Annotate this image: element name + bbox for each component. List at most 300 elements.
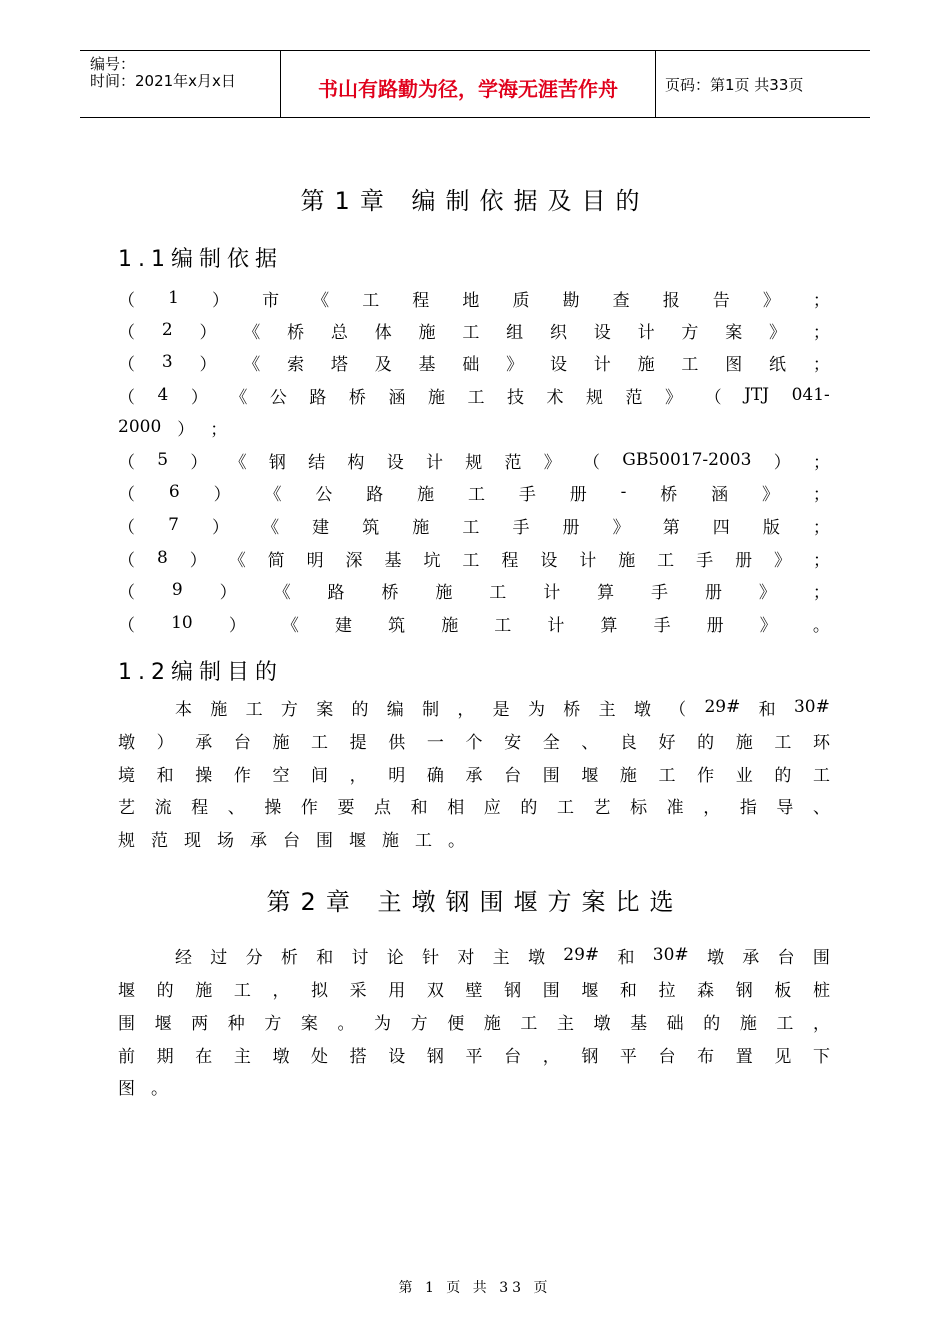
text-token: 《 [273,582,291,603]
text-token: 。 [151,1078,168,1099]
text-token: 处 [311,1046,329,1067]
text-token: 施 [427,387,445,408]
text-token: 桥 [563,699,581,720]
text-token: ； [812,354,830,375]
text-token: 《 [230,387,248,408]
text-token: 主 [233,1046,251,1067]
page-footer: 第 1 页 共 33 页 [398,1280,552,1296]
text-token: 操 [264,797,282,818]
text-token: 台 [658,1046,676,1067]
text-token: 四 [712,517,730,538]
text-token: 《 [228,550,246,571]
text-token: 4 [157,385,169,405]
text-token: 良 [619,732,637,753]
text-token: 便 [447,1013,465,1034]
text-token: 堰 [349,830,366,851]
text-token: 作 [697,765,715,786]
text-token: 设 [388,1046,406,1067]
text-token: 。 [812,615,830,636]
text-token: 布 [697,1046,715,1067]
text-token: ； [210,419,228,440]
text-token: 堰 [581,765,599,786]
text-token: 针 [422,947,440,968]
text-token: 拉 [658,980,676,1001]
paragraph-line [118,825,830,851]
text-token: 本 [175,699,192,720]
text-token: 路 [366,484,384,505]
text-token: 建 [312,517,330,538]
text-token: 公 [315,484,333,505]
paragraph-line [118,1041,830,1067]
text-token: 计 [593,354,611,375]
text-token: 册 [562,517,580,538]
text-token: 。 [337,1013,355,1034]
text-token: 台 [283,830,300,851]
text-token: 的 [520,797,538,818]
text-token: 范 [151,830,168,851]
text-token: 规 [465,452,483,473]
text-token: （ [669,699,687,720]
text-token: 设 [593,322,611,343]
text-token: 钢 [426,1046,444,1067]
text-token: 台 [777,947,795,968]
text-token: 《 [312,290,330,311]
text-token: 钢 [504,980,522,1001]
text-token: 图 [725,354,743,375]
text-token: 过 [210,947,228,968]
text-token: 和 [410,797,428,818]
text-token: （ [118,354,135,375]
text-token: 工 [681,354,699,375]
text-token: 承 [250,830,267,851]
text-token: 境 [118,765,135,786]
text-token: 29# [563,945,600,965]
text-token: 经 [175,947,192,968]
text-token: 勘 [562,290,580,311]
text-token: 置 [735,1046,753,1067]
text-token: （ [118,484,135,505]
text-token: 总 [330,322,348,343]
text-token: 的 [774,765,792,786]
text-token: 墩 [706,947,724,968]
reference-line [118,414,830,440]
text-token: 桩 [812,980,830,1001]
text-token: 查 [612,290,630,311]
text-token: 手 [651,582,669,603]
text-token: 工 [812,765,830,786]
text-token: 工 [462,517,480,538]
text-token: 准 [666,797,684,818]
text-token: 及 [374,354,392,375]
text-token: 明 [388,765,406,786]
text-token: 地 [462,290,480,311]
text-token: ） [190,387,208,408]
text-token: 工 [774,732,792,753]
paragraph-line [118,727,830,753]
text-token: 筑 [388,615,406,636]
text-token: ； [812,484,830,505]
text-token: 设 [540,550,558,571]
text-token: 桥 [381,582,399,603]
text-token: 》 [665,387,683,408]
text-token: （ [118,615,135,636]
text-token: （ [118,582,135,603]
text-token: 市 [262,290,280,311]
text-token: 方 [264,1013,282,1034]
text-token: 工 [233,980,251,1001]
text-token: 和 [156,765,174,786]
text-token: 础 [462,354,480,375]
text-token: 册 [569,484,587,505]
text-token: 8 [156,548,168,568]
text-token: 安 [504,732,522,753]
chapter1-title: 第1章 编制依据及目的 [300,187,650,215]
text-token: 涵 [388,387,406,408]
text-token: 施 [272,732,290,753]
text-token: 方 [681,322,699,343]
reference-line [118,447,830,473]
text-token: （ [118,387,135,408]
text-token: （ [704,387,722,408]
text-token: 方 [280,699,298,720]
text-token: 为 [374,1013,392,1034]
text-token: 围 [542,765,560,786]
text-token: 用 [388,980,406,1001]
text-token: 坑 [423,550,441,571]
text-token: 业 [735,765,753,786]
header-motto-cell [280,51,656,117]
text-token: 围 [118,1013,135,1034]
text-token: 规 [586,387,604,408]
text-token: 。 [448,830,465,851]
paragraph-line [118,1073,830,1099]
text-token: 9 [171,580,183,600]
text-token: ） [177,419,195,440]
text-token: 》 [761,484,779,505]
text-token: ， [457,699,475,720]
text-token: - [620,482,627,502]
text-token: 桥 [660,484,678,505]
text-token: 30# [652,945,689,965]
paragraph-line [118,1008,830,1034]
text-token: 导 [776,797,794,818]
text-token: 设 [386,452,404,473]
text-token: ； [812,517,830,538]
text-token: 《 [229,452,247,473]
text-token: 论 [386,947,404,968]
text-token: 纸 [769,354,787,375]
text-token: 桥 [348,387,366,408]
reference-line [118,479,830,505]
text-token: 基 [630,1013,648,1034]
header-page-cell [655,51,870,117]
text-token: 平 [619,1046,637,1067]
text-token: 结 [308,452,326,473]
text-token: 施 [483,1013,501,1034]
text-token: （ [118,290,135,311]
text-token: 》 [769,322,787,343]
text-token: 施 [637,354,655,375]
text-token: 手 [696,550,714,571]
text-token: 艺 [593,797,611,818]
text-token: 和 [619,980,637,1001]
text-token: 告 [712,290,730,311]
text-token: 围 [316,830,333,851]
text-token: ， [349,765,367,786]
text-token: 工 [462,550,480,571]
text-token: 工 [494,615,512,636]
text-token: 3 [161,352,173,372]
text-token: 点 [374,797,392,818]
text-token: 为 [527,699,545,720]
text-token: 构 [347,452,365,473]
text-token: 工 [776,1013,794,1034]
text-token: （ [118,517,135,538]
text-token: 施 [210,699,228,720]
text-token: 公 [269,387,287,408]
text-token: 钢 [735,980,753,1001]
text-token: 塔 [330,354,348,375]
text-token: 术 [546,387,564,408]
text-token: 的 [351,699,369,720]
text-token: 壁 [465,980,483,1001]
text-token: 手 [518,484,536,505]
text-token: 30# [793,697,830,717]
reference-line [118,382,830,408]
text-token: 基 [384,550,402,571]
text-token: 2 [161,320,173,340]
text-token: 计 [425,452,443,473]
text-token: 》 [612,517,630,538]
text-token: （ [118,322,135,343]
text-token: 施 [418,322,436,343]
text-token: 承 [742,947,760,968]
text-token: 建 [335,615,353,636]
text-token: 前 [118,1046,135,1067]
text-token: 墩 [118,732,135,753]
chapter2-title: 第2章 主墩钢围堰方案比选 [266,888,684,916]
text-token: 确 [426,765,444,786]
text-token: 质 [512,290,530,311]
text-token: ） [213,484,231,505]
text-token: 案 [316,699,334,720]
text-token: 》 [762,290,780,311]
text-token: 工 [520,1013,538,1034]
text-token: 标 [630,797,648,818]
text-token: 堰 [118,980,135,1001]
text-token: ； [812,290,830,311]
text-token: 分 [245,947,263,968]
text-token: ； [812,582,830,603]
text-token: 台 [504,765,522,786]
text-token: 》 [759,615,777,636]
text-token: 础 [666,1013,684,1034]
text-token: 板 [774,980,792,1001]
text-token: ） [228,615,246,636]
reference-line [118,349,830,375]
text-token: 册 [704,582,722,603]
text-token: （ [118,550,135,571]
text-token: 承 [195,732,213,753]
text-token: 要 [337,797,355,818]
text-token: 应 [483,797,501,818]
text-token: 和 [617,947,635,968]
text-token: ） [199,354,217,375]
text-token: 环 [812,732,830,753]
text-token: 《 [243,354,261,375]
text-token: 下 [812,1046,830,1067]
reference-line [118,317,830,343]
text-token: 》 [774,550,792,571]
text-token: 主 [556,1013,574,1034]
text-token: 工 [556,797,574,818]
text-token: 工 [467,484,485,505]
text-token: ， [812,1013,830,1034]
text-token: 施 [735,732,753,753]
section-1-2-title: 1.2编制目的 [118,660,283,685]
text-token: 作 [233,765,251,786]
text-token: 第 [662,517,680,538]
text-token: ） [211,290,229,311]
text-token: 是 [492,699,510,720]
text-token: 墩 [593,1013,611,1034]
text-token: 钢 [581,1046,599,1067]
text-token: 施 [618,550,636,571]
document-time-label: 时间：2021年x月x日 [90,72,236,90]
text-token: 桥 [287,322,305,343]
text-token: 6 [168,482,180,502]
text-token: 相 [447,797,465,818]
text-token: 拟 [311,980,329,1001]
text-token: 析 [280,947,298,968]
header-motto: 书山有路勤为径，学海无涯苦作舟 [318,77,618,101]
text-token: 算 [600,615,618,636]
text-token: 的 [703,1013,721,1034]
text-token: 编 [386,699,404,720]
text-token: 的 [697,732,715,753]
text-token: 工 [467,387,485,408]
text-token: 》 [506,354,524,375]
text-token: ） [189,550,207,571]
header-page-info: 页码：第1页 共33页 [665,76,804,94]
paragraph-line [118,792,830,818]
text-token: 、 [581,732,599,753]
text-token: 、 [812,797,830,818]
text-token: 计 [543,582,561,603]
text-token: 7 [168,515,179,535]
text-token: 》 [758,582,776,603]
text-token: ， [542,1046,560,1067]
text-token: ， [272,980,290,1001]
text-token: 织 [549,322,567,343]
text-token: ） [156,732,174,753]
text-token: 工 [489,582,507,603]
text-token: 计 [637,322,655,343]
text-token: 施 [435,582,453,603]
text-token: 钢 [268,452,286,473]
text-token: ） [219,582,237,603]
text-token: 对 [457,947,475,968]
text-token: 作 [300,797,318,818]
paragraph-line [118,760,830,786]
text-token: 种 [227,1013,245,1034]
text-token: GB50017-2003 [622,450,752,470]
text-token: 提 [349,732,367,753]
text-token: 两 [191,1013,209,1034]
text-token: 《 [281,615,299,636]
text-token: 基 [418,354,436,375]
text-token: 空 [272,765,290,786]
text-token: 堰 [581,980,599,1001]
text-token: 5 [157,450,169,470]
text-token: 10 [171,613,193,633]
text-token: ； [812,452,830,473]
text-token: 简 [267,550,285,571]
text-token: 采 [349,980,367,1001]
reference-line [118,545,830,571]
text-token: 制 [422,699,440,720]
document-number-label: 编号： [90,55,136,73]
header-left-cell [80,51,280,117]
text-token: 041- [791,385,830,405]
text-token: 围 [812,947,830,968]
text-token: 现 [184,830,201,851]
text-token: 墩 [633,699,651,720]
reference-line [118,610,830,636]
text-token: JTJ [744,385,770,405]
text-token: 操 [195,765,213,786]
text-token: 体 [374,322,392,343]
text-token: 范 [504,452,522,473]
text-token: 工 [245,699,263,720]
text-token: 报 [662,290,680,311]
paragraph-line [118,975,830,1001]
text-token: 一 [426,732,444,753]
text-token: ， [703,797,721,818]
text-token: 施 [441,615,459,636]
text-token: 工 [657,550,675,571]
text-token: 施 [619,765,637,786]
text-token: 《 [243,322,261,343]
text-token: 指 [739,797,757,818]
text-token: 明 [306,550,324,571]
text-token: 方 [410,1013,428,1034]
text-token: 和 [316,947,334,968]
text-token: 的 [156,980,174,1001]
text-token: 册 [735,550,753,571]
reference-line [118,512,830,538]
text-token: 筑 [362,517,380,538]
section-1-1-title: 1.1编制依据 [118,247,283,272]
text-token: 图 [118,1078,135,1099]
text-token: 深 [345,550,363,571]
text-token: 围 [542,980,560,1001]
text-token: 案 [300,1013,318,1034]
paragraph-line [175,942,830,968]
text-token: 施 [412,517,430,538]
text-token: 搭 [349,1046,367,1067]
text-token: 台 [504,1046,522,1067]
text-token: 索 [287,354,305,375]
text-token: 主 [492,947,510,968]
text-token: 主 [598,699,616,720]
page-header [80,50,870,118]
text-token: 施 [195,980,213,1001]
text-token: 场 [217,830,234,851]
text-token: 范 [625,387,643,408]
text-token: 墩 [272,1046,290,1067]
text-token: 堰 [154,1013,172,1034]
